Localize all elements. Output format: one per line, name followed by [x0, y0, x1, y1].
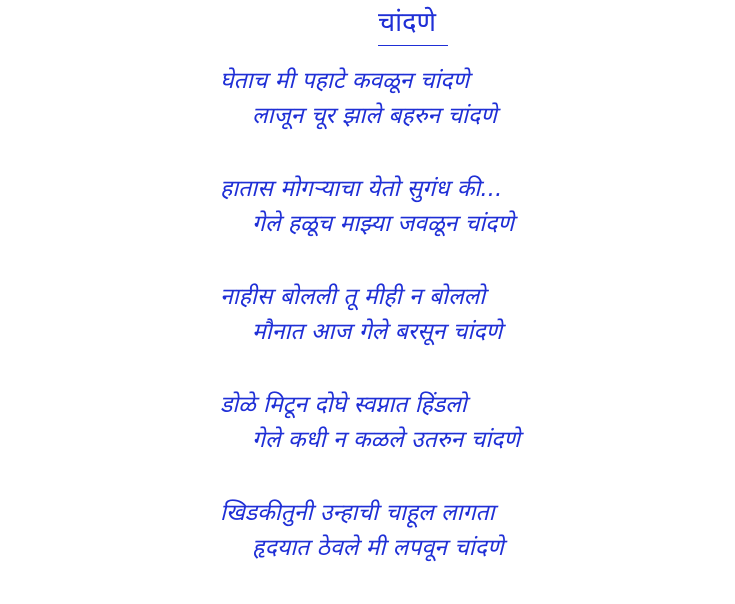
stanza-2-line-1: हातास मोगर्‍याचा येतो सुगंध की... — [220, 176, 503, 202]
stanza-4 — [220, 388, 730, 458]
stanza-1-line-2: लाजून चूर झाले बहरुन चांदणे — [252, 103, 497, 129]
stanza-1-line-1: घेताच मी पहाटे कवळून चांदणे — [220, 68, 470, 94]
stanza-5 — [220, 496, 730, 566]
stanza-4-line-2: गेले कधी न कळले उतरुन चांदणे — [252, 427, 521, 453]
stanza-2 — [220, 172, 730, 242]
stanza-3-line-2: मौनात आज गेले बरसून चांदणे — [252, 319, 503, 345]
stanza-2-line-2: गेले हळूच माझ्या जवळून चांदणे — [252, 211, 515, 237]
stanza-3 — [220, 280, 730, 350]
stanza-4-line-1: डोळे मिटून दोघे स्वप्नात हिंडलो — [220, 392, 467, 418]
stanza-5-line-2: हृदयात ठेवले मी लपवून चांदणे — [252, 535, 504, 561]
poem-title: चांदणे — [378, 7, 436, 38]
stanza-5-line-1: खिडकीतुनी उन्हाची चाहूल लागता — [220, 500, 495, 526]
stanza-1 — [220, 64, 730, 134]
poem-body — [220, 64, 730, 604]
title-underline — [378, 45, 448, 46]
stanza-3-line-1: नाहीस बोलली तू मीही न बोललो — [220, 284, 486, 310]
